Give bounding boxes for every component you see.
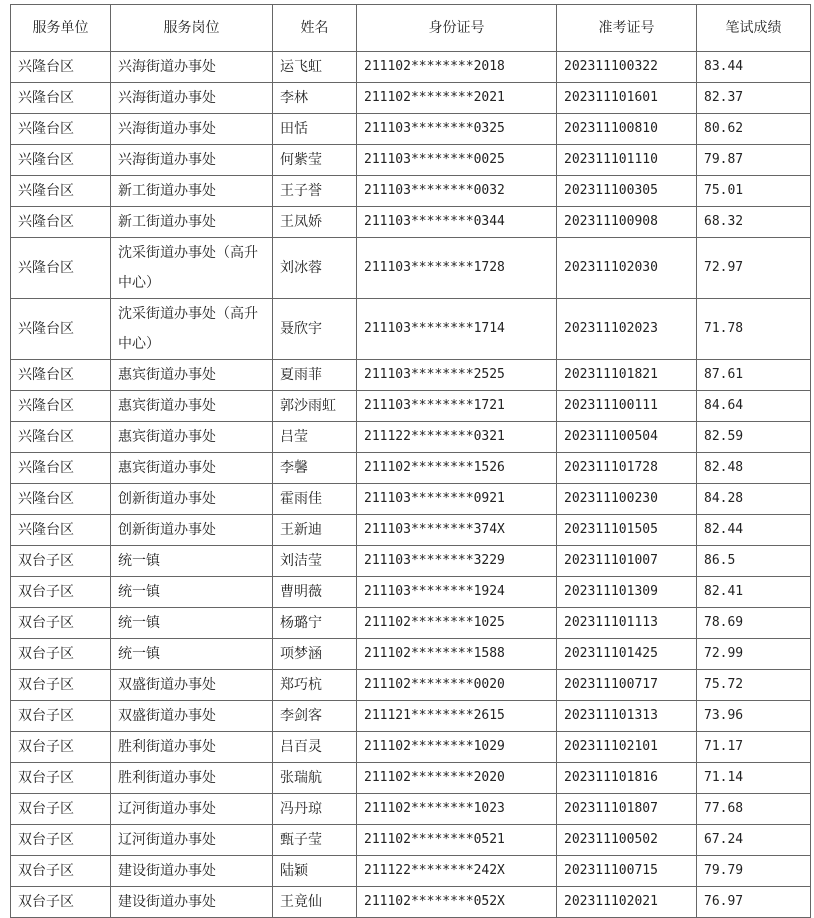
cell-service-post: 惠宾街道办事处 (111, 453, 273, 484)
cell-service-unit: 兴隆台区 (11, 299, 111, 360)
cell-service-post: 创新街道办事处 (111, 484, 273, 515)
cell-name: 甄子莹 (273, 825, 357, 856)
cell-name: 聂欣宇 (273, 299, 357, 360)
cell-name: 冯丹琼 (273, 794, 357, 825)
cell-exam-number: 202311100502 (557, 825, 697, 856)
cell-service-unit: 兴隆台区 (11, 176, 111, 207)
cell-id-number: 211102********2018 (357, 52, 557, 83)
table-row (11, 515, 811, 546)
cell-id-number: 211103********374X (357, 515, 557, 546)
cell-service-unit: 双台子区 (11, 825, 111, 856)
cell-name: 李林 (273, 83, 357, 114)
cell-name: 陆颖 (273, 856, 357, 887)
cell-exam-number: 202311102023 (557, 299, 697, 360)
cell-written-score: 83.44 (697, 52, 811, 83)
cell-exam-number: 202311100111 (557, 391, 697, 422)
cell-service-post: 兴海街道办事处 (111, 114, 273, 145)
cell-exam-number: 202311101728 (557, 453, 697, 484)
cell-exam-number: 202311101807 (557, 794, 697, 825)
cell-service-post: 胜利街道办事处 (111, 763, 273, 794)
table-row (11, 546, 811, 577)
cell-service-post: 兴海街道办事处 (111, 83, 273, 114)
cell-service-unit: 双台子区 (11, 856, 111, 887)
table-row (11, 763, 811, 794)
cell-service-unit: 双台子区 (11, 639, 111, 670)
cell-name: 王竟仙 (273, 887, 357, 918)
table-row (11, 577, 811, 608)
cell-written-score: 71.17 (697, 732, 811, 763)
header-written-score: 笔试成绩 (697, 5, 811, 52)
cell-written-score: 67.24 (697, 825, 811, 856)
cell-id-number: 211103********1714 (357, 299, 557, 360)
cell-exam-number: 202311102030 (557, 238, 697, 299)
results-table-container (10, 4, 811, 918)
header-exam-number: 准考证号 (557, 5, 697, 52)
cell-service-post: 辽河街道办事处 (111, 794, 273, 825)
header-service-unit: 服务单位 (11, 5, 111, 52)
cell-exam-number: 202311101007 (557, 546, 697, 577)
cell-exam-number: 202311100717 (557, 670, 697, 701)
cell-id-number: 211122********0321 (357, 422, 557, 453)
cell-exam-number: 202311101425 (557, 639, 697, 670)
cell-written-score: 84.28 (697, 484, 811, 515)
cell-service-unit: 兴隆台区 (11, 360, 111, 391)
cell-service-post: 沈采街道办事处（高升中心） (111, 238, 273, 299)
cell-name: 郭沙雨虹 (273, 391, 357, 422)
cell-service-unit: 兴隆台区 (11, 145, 111, 176)
cell-service-post: 惠宾街道办事处 (111, 422, 273, 453)
cell-service-unit: 兴隆台区 (11, 52, 111, 83)
cell-written-score: 72.97 (697, 238, 811, 299)
table-row (11, 391, 811, 422)
cell-exam-number: 202311100810 (557, 114, 697, 145)
table-row (11, 608, 811, 639)
table-row (11, 176, 811, 207)
cell-name: 项梦涵 (273, 639, 357, 670)
cell-written-score: 82.48 (697, 453, 811, 484)
cell-service-post: 双盛街道办事处 (111, 701, 273, 732)
cell-service-post: 胜利街道办事处 (111, 732, 273, 763)
cell-id-number: 211102********1025 (357, 608, 557, 639)
table-row (11, 794, 811, 825)
table-row (11, 83, 811, 114)
cell-service-unit: 双台子区 (11, 608, 111, 639)
cell-id-number: 211102********0521 (357, 825, 557, 856)
cell-name: 杨璐宁 (273, 608, 357, 639)
cell-id-number: 211102********2021 (357, 83, 557, 114)
cell-written-score: 78.69 (697, 608, 811, 639)
table-row (11, 670, 811, 701)
cell-written-score: 82.44 (697, 515, 811, 546)
cell-exam-number: 202311101110 (557, 145, 697, 176)
cell-exam-number: 202311101313 (557, 701, 697, 732)
cell-written-score: 80.62 (697, 114, 811, 145)
cell-service-unit: 兴隆台区 (11, 484, 111, 515)
cell-id-number: 211102********1023 (357, 794, 557, 825)
cell-written-score: 84.64 (697, 391, 811, 422)
cell-service-unit: 双台子区 (11, 546, 111, 577)
cell-exam-number: 202311100322 (557, 52, 697, 83)
cell-written-score: 86.5 (697, 546, 811, 577)
cell-service-post: 惠宾街道办事处 (111, 391, 273, 422)
cell-service-post: 新工街道办事处 (111, 176, 273, 207)
cell-id-number: 211103********0025 (357, 145, 557, 176)
cell-id-number: 211103********1924 (357, 577, 557, 608)
cell-id-number: 211121********2615 (357, 701, 557, 732)
cell-service-unit: 兴隆台区 (11, 391, 111, 422)
cell-exam-number: 202311101816 (557, 763, 697, 794)
cell-written-score: 71.78 (697, 299, 811, 360)
cell-service-post: 建设街道办事处 (111, 887, 273, 918)
cell-name: 吕百灵 (273, 732, 357, 763)
cell-service-post: 统一镇 (111, 639, 273, 670)
table-row (11, 52, 811, 83)
header-service-post: 服务岗位 (111, 5, 273, 52)
cell-service-post: 创新街道办事处 (111, 515, 273, 546)
cell-service-unit: 双台子区 (11, 732, 111, 763)
cell-service-unit: 兴隆台区 (11, 114, 111, 145)
table-row (11, 422, 811, 453)
table-row (11, 701, 811, 732)
cell-service-post: 统一镇 (111, 608, 273, 639)
cell-service-post: 兴海街道办事处 (111, 52, 273, 83)
cell-written-score: 72.99 (697, 639, 811, 670)
cell-service-post: 统一镇 (111, 546, 273, 577)
cell-name: 霍雨佳 (273, 484, 357, 515)
cell-service-unit: 兴隆台区 (11, 453, 111, 484)
cell-written-score: 79.79 (697, 856, 811, 887)
header-id-number: 身份证号 (357, 5, 557, 52)
cell-id-number: 211103********0344 (357, 207, 557, 238)
cell-service-post: 辽河街道办事处 (111, 825, 273, 856)
cell-id-number: 211103********0032 (357, 176, 557, 207)
cell-written-score: 79.87 (697, 145, 811, 176)
cell-service-unit: 双台子区 (11, 577, 111, 608)
cell-service-unit: 双台子区 (11, 763, 111, 794)
cell-name: 刘洁莹 (273, 546, 357, 577)
cell-id-number: 211102********1588 (357, 639, 557, 670)
table-row (11, 887, 811, 918)
cell-id-number: 211102********0020 (357, 670, 557, 701)
cell-name: 王新迪 (273, 515, 357, 546)
results-table (10, 4, 811, 918)
cell-service-unit: 兴隆台区 (11, 83, 111, 114)
cell-exam-number: 202311101309 (557, 577, 697, 608)
table-row (11, 484, 811, 515)
cell-id-number: 211103********3229 (357, 546, 557, 577)
table-row (11, 453, 811, 484)
cell-exam-number: 202311100230 (557, 484, 697, 515)
table-row (11, 360, 811, 391)
cell-name: 王子誉 (273, 176, 357, 207)
table-row (11, 825, 811, 856)
table-row (11, 238, 811, 299)
cell-written-score: 75.01 (697, 176, 811, 207)
table-row (11, 114, 811, 145)
cell-written-score: 82.59 (697, 422, 811, 453)
table-row (11, 207, 811, 238)
table-row (11, 299, 811, 360)
cell-written-score: 75.72 (697, 670, 811, 701)
cell-written-score: 76.97 (697, 887, 811, 918)
cell-id-number: 211102********052X (357, 887, 557, 918)
cell-id-number: 211122********242X (357, 856, 557, 887)
cell-service-unit: 兴隆台区 (11, 207, 111, 238)
cell-written-score: 87.61 (697, 360, 811, 391)
cell-id-number: 211103********1721 (357, 391, 557, 422)
cell-id-number: 211102********1526 (357, 453, 557, 484)
cell-id-number: 211102********2020 (357, 763, 557, 794)
cell-exam-number: 202311100504 (557, 422, 697, 453)
cell-service-post: 兴海街道办事处 (111, 145, 273, 176)
cell-exam-number: 202311101821 (557, 360, 697, 391)
cell-written-score: 71.14 (697, 763, 811, 794)
table-header-row (11, 5, 811, 52)
cell-id-number: 211103********0325 (357, 114, 557, 145)
cell-name: 运飞虹 (273, 52, 357, 83)
cell-name: 吕莹 (273, 422, 357, 453)
cell-service-post: 新工街道办事处 (111, 207, 273, 238)
cell-written-score: 68.32 (697, 207, 811, 238)
cell-exam-number: 202311101113 (557, 608, 697, 639)
table-row (11, 732, 811, 763)
cell-name: 何紫莹 (273, 145, 357, 176)
cell-id-number: 211103********2525 (357, 360, 557, 391)
cell-service-unit: 兴隆台区 (11, 515, 111, 546)
cell-exam-number: 202311100715 (557, 856, 697, 887)
cell-exam-number: 202311101505 (557, 515, 697, 546)
cell-service-unit: 双台子区 (11, 670, 111, 701)
cell-written-score: 82.37 (697, 83, 811, 114)
cell-service-post: 沈采街道办事处（高升中心） (111, 299, 273, 360)
cell-name: 曹明薇 (273, 577, 357, 608)
cell-exam-number: 202311100305 (557, 176, 697, 207)
cell-service-unit: 双台子区 (11, 701, 111, 732)
cell-name: 王凤娇 (273, 207, 357, 238)
cell-service-post: 建设街道办事处 (111, 856, 273, 887)
cell-exam-number: 202311100908 (557, 207, 697, 238)
cell-id-number: 211103********0921 (357, 484, 557, 515)
cell-service-post: 双盛街道办事处 (111, 670, 273, 701)
cell-written-score: 82.41 (697, 577, 811, 608)
cell-name: 李剑客 (273, 701, 357, 732)
cell-service-unit: 兴隆台区 (11, 238, 111, 299)
table-row (11, 639, 811, 670)
cell-name: 田恬 (273, 114, 357, 145)
cell-name: 夏雨菲 (273, 360, 357, 391)
cell-written-score: 73.96 (697, 701, 811, 732)
cell-service-post: 惠宾街道办事处 (111, 360, 273, 391)
cell-service-unit: 双台子区 (11, 887, 111, 918)
cell-name: 郑巧杭 (273, 670, 357, 701)
cell-exam-number: 202311102101 (557, 732, 697, 763)
cell-exam-number: 202311102021 (557, 887, 697, 918)
table-row (11, 145, 811, 176)
cell-name: 张瑞航 (273, 763, 357, 794)
cell-service-unit: 双台子区 (11, 794, 111, 825)
header-name: 姓名 (273, 5, 357, 52)
cell-service-unit: 兴隆台区 (11, 422, 111, 453)
cell-written-score: 77.68 (697, 794, 811, 825)
cell-name: 刘冰蓉 (273, 238, 357, 299)
cell-exam-number: 202311101601 (557, 83, 697, 114)
cell-id-number: 211103********1728 (357, 238, 557, 299)
cell-id-number: 211102********1029 (357, 732, 557, 763)
cell-name: 李馨 (273, 453, 357, 484)
table-row (11, 856, 811, 887)
cell-service-post: 统一镇 (111, 577, 273, 608)
